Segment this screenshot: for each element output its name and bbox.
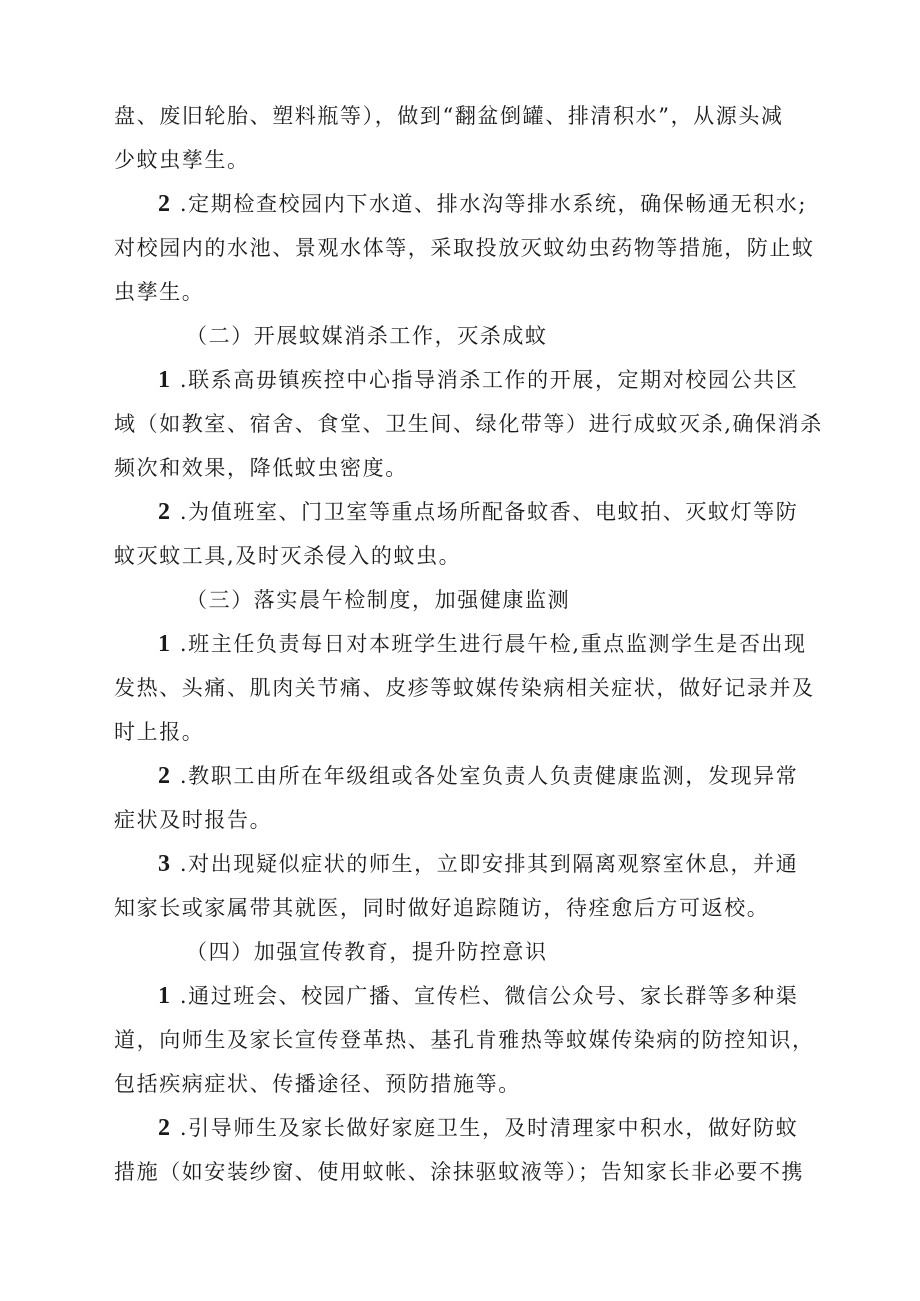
text-line [114, 578, 834, 622]
line-text: 时上报。 [114, 720, 205, 744]
text-line [114, 710, 834, 754]
line-text: .为值班室、门卫室等重点场所配备蚊香、电蚊拍、灭蚊灯等防 [171, 500, 799, 524]
section-heading [114, 930, 834, 974]
text-line [114, 1018, 834, 1062]
item-number: 1 [158, 367, 172, 393]
line-text: 虫孳生。 [114, 280, 205, 304]
item-number: 2 [158, 1115, 172, 1141]
line-text: 知家长或家属带其就医，同时做好追踪随访，待痊愈后方可返校。 [114, 896, 770, 920]
line-text: （三）落实晨午检制度，加强健康监测 [186, 588, 571, 612]
item-number: 1 [158, 631, 172, 657]
line-text: 盘、废旧轮胎、塑料瓶等），做到“翻盆倒罐、排清积水”，从源头减 [114, 104, 784, 128]
body-paragraph [114, 182, 834, 314]
body-paragraph [114, 842, 834, 930]
document-page [114, 94, 834, 1194]
body-paragraph [114, 622, 834, 754]
line-text: 措施（如安装纱窗、使用蚊帐、涂抹驱蚊液等）；告知家长非必要不携 [114, 1160, 805, 1184]
text-line [114, 974, 834, 1018]
body-paragraph [114, 358, 834, 490]
line-text: 发热、头痛、肌肉关节痛、皮疹等蚊媒传染病相关症状，做好记录并及 [114, 676, 815, 700]
text-line [114, 314, 834, 358]
text-line [114, 270, 834, 314]
text-line [114, 842, 834, 886]
line-text: .联系高毋镇疾控中心指导消杀工作的开展，定期对校园公共区 [171, 368, 799, 392]
text-line [114, 798, 834, 842]
item-number: 3 [158, 851, 172, 877]
section-heading [114, 314, 834, 358]
text-line [114, 226, 834, 270]
text-line [114, 1106, 834, 1150]
body-paragraph [114, 490, 834, 578]
line-text: 对校园内的水池、景观水体等，采取投放灭蚊幼虫药物等措施，防止蚊 [114, 236, 815, 260]
line-text: （二）开展蚊媒消杀工作，灭杀成蚊 [186, 324, 548, 348]
text-line [114, 1062, 834, 1106]
text-line [114, 446, 834, 490]
line-text: （四）加强宣传教育，提升防控意识 [186, 940, 548, 964]
text-line [114, 94, 834, 138]
text-line [114, 534, 834, 578]
line-text: .通过班会、校园广播、宣传栏、微信公众号、家长群等多种渠 [171, 984, 799, 1008]
line-text: 少蚊虫孳生。 [114, 148, 250, 172]
text-line [114, 402, 834, 446]
line-text: .班主任负责每日对本班学生进行晨午检,重点监测学生是否出现 [171, 632, 807, 656]
line-text: 包括疾病症状、传播途径、预防措施等。 [114, 1072, 521, 1096]
body-paragraph [114, 754, 834, 842]
text-line [114, 358, 834, 402]
line-text: .对出现疑似症状的师生，立即安排其到隔离观察室休息，并通 [171, 852, 799, 876]
text-line [114, 490, 834, 534]
text-line [114, 622, 834, 666]
line-text: 蚊灭蚊工具,及时灭杀侵入的蚊虫。 [114, 544, 462, 568]
body-paragraph [114, 94, 834, 182]
line-text: 域（如教室、宿舍、食堂、卫生间、绿化带等）进行成蚊灭杀,确保消杀 [114, 412, 823, 436]
line-text: .定期检查校园内下水道、排水沟等排水系统，确保畅通无积水; [171, 192, 808, 216]
text-line [114, 666, 834, 710]
text-line [114, 886, 834, 930]
body-paragraph [114, 1106, 834, 1194]
item-number: 2 [158, 499, 172, 525]
line-text: 频次和效果，降低蚊虫密度。 [114, 456, 408, 480]
item-number: 1 [158, 983, 172, 1009]
text-line [114, 1150, 834, 1194]
section-heading [114, 578, 834, 622]
line-text: 道，向师生及家长宣传登革热、基孔肯雅热等蚊媒传染病的防控知识， [114, 1028, 815, 1052]
item-number: 2 [158, 763, 172, 789]
text-line [114, 138, 834, 182]
line-text: .教职工由所在年级组或各处室负责人负责健康监测，发现异常 [171, 764, 799, 788]
text-line [114, 182, 834, 226]
text-line [114, 754, 834, 798]
text-line [114, 930, 834, 974]
line-text: 症状及时报告。 [114, 808, 273, 832]
line-text: .引导师生及家长做好家庭卫生，及时清理家中积水，做好防蚊 [171, 1116, 799, 1140]
item-number: 2 [158, 191, 172, 217]
body-paragraph [114, 974, 834, 1106]
